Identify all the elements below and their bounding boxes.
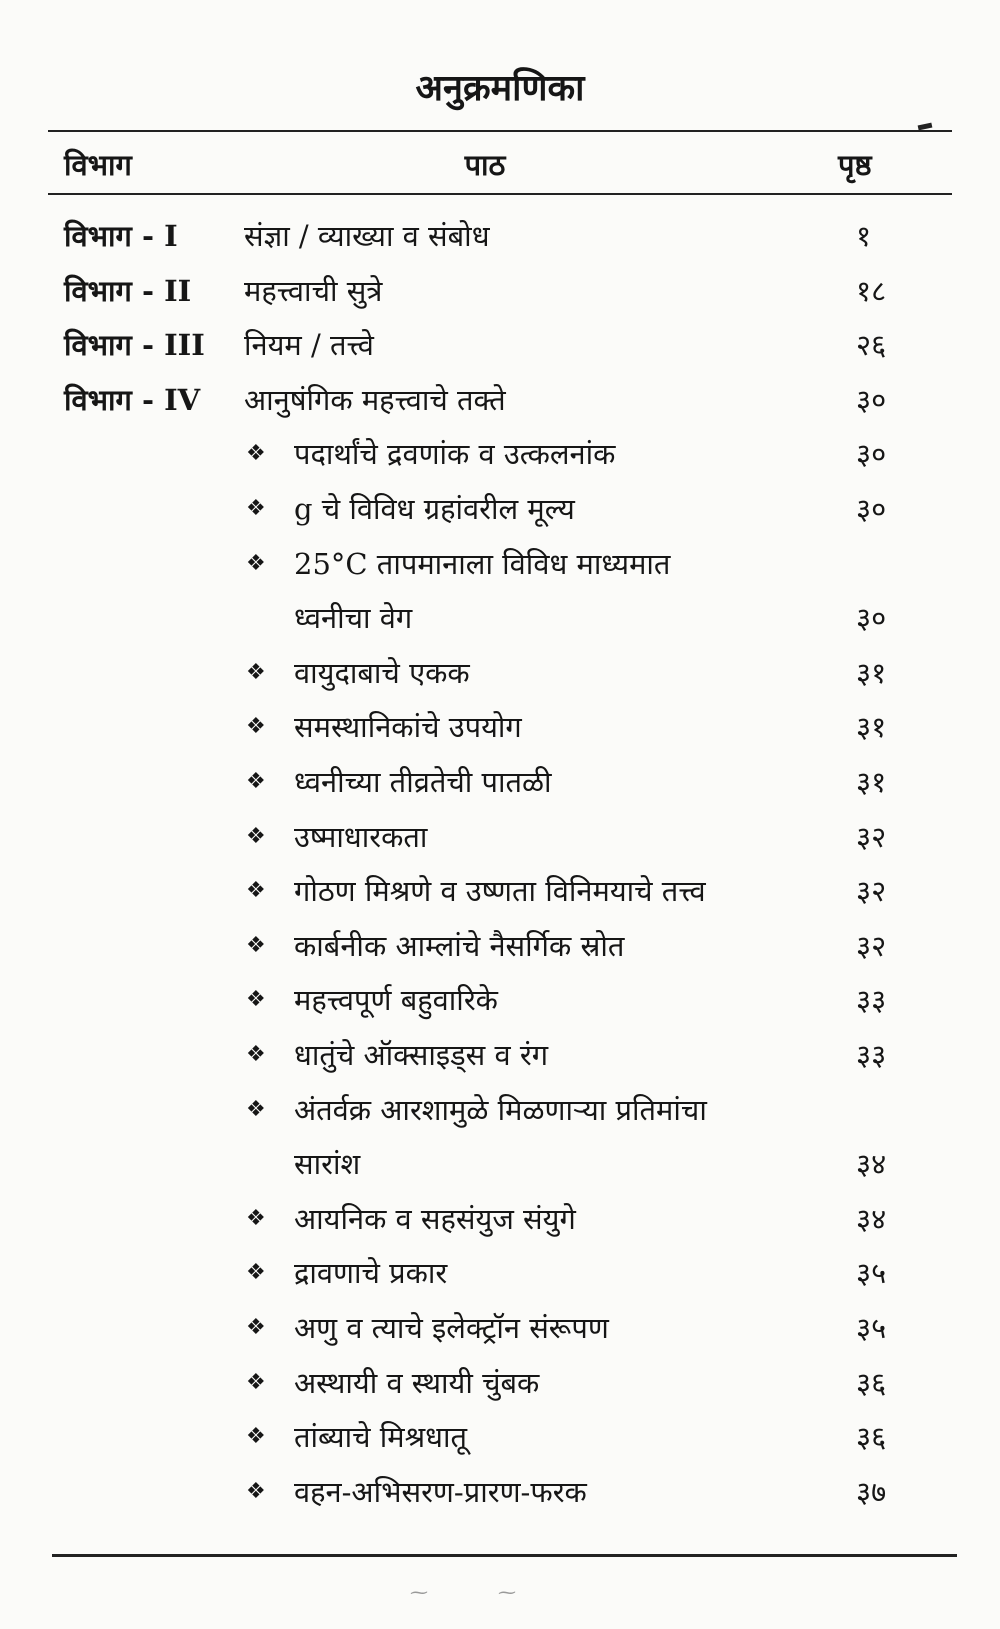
subtopic-text: g चे विविध ग्रहांवरील मूल्य [294,492,575,526]
toc-subrow [0,536,1000,592]
smudge-mark: ⁓ [410,1582,428,1603]
page-number: ३४ [856,1201,887,1236]
page-number: ३१ [856,655,887,690]
page-number: १ [856,219,872,253]
toc-subrow [0,1191,1000,1247]
subtopic-text: तांब्याचे मिश्रधातू [294,1420,467,1455]
page-number: ३२ [856,928,887,963]
bullet-icon: ❖ [246,987,266,1013]
page-number: ३१ [856,710,887,745]
subtopic-text: वायुदाबाचे एकक [294,655,470,690]
bullet-icon: ❖ [246,1478,266,1504]
toc-subrow [0,1300,1000,1356]
subtopic-text: समस्थानिकांचे उपयोग [294,710,522,745]
page-number: १८ [856,273,887,308]
toc-subrow [0,1355,1000,1411]
bullet-icon: ❖ [246,769,266,794]
column-header-lesson: पाठ [464,148,506,182]
page-title: अनुक्रमणिका [415,67,585,109]
toc-subrow [0,972,1000,1028]
toc-subrow [0,1082,1000,1138]
page-number: ३६ [856,1420,887,1455]
page-number: ३५ [856,1256,887,1291]
subtopic-text: अणु व त्याचे इलेक्ट्रॉन संरूपण [294,1311,609,1345]
smudge-mark: ⁓ [498,1582,516,1603]
page-number: २६ [856,328,887,363]
subtopic-text: अस्थायी व स्थायी चुंबक [294,1365,540,1400]
subtopic-text: द्रावणाचे प्रकार [294,1256,448,1291]
bullet-icon: ❖ [246,714,266,740]
bullet-icon: ❖ [246,1042,266,1067]
toc-subrow [0,809,1000,865]
page-number: ३६ [856,1365,887,1400]
subtopic-text: वहन-अभिसरण-प्रारण-फरक [294,1474,587,1509]
bullet-icon: ❖ [246,1315,266,1340]
toc-subrow [0,1409,1000,1465]
column-header-section: विभाग [64,148,132,182]
toc-subrow [0,754,1000,810]
section-topic: महत्त्वाची सुत्रे [244,273,383,308]
page-number: ३५ [856,1311,887,1345]
bottom-rule [52,1554,957,1557]
page-number: ३७ [856,1474,887,1509]
section-topic: नियम / तत्त्वे [244,328,374,363]
subtopic-text: अंतर्वक्र आरशामुळे मिळणाऱ्या प्रतिमांचा [294,1092,707,1127]
toc-subrow [0,699,1000,755]
top-rule [48,130,952,132]
page-number: ३० [856,601,887,636]
page-number: ३२ [856,819,887,854]
subtopic-text: धातुंचे ऑक्साइड्स व रंग [294,1038,549,1072]
page-number: ३३ [856,1038,887,1072]
section-label: विभाग - I [64,219,178,253]
toc-subrow [0,1464,1000,1520]
bullet-icon: ❖ [246,1096,266,1122]
page-number: ३० [856,492,887,526]
toc-subrow [0,863,1000,919]
bullet-icon: ❖ [246,659,266,685]
toc-row [0,372,1000,428]
subtopic-text: ध्वनीचा वेग [294,601,413,636]
bullet-icon: ❖ [246,878,266,904]
bullet-icon: ❖ [246,932,266,958]
subtopic-text: आयनिक व सहसंयुज संयुगे [294,1201,576,1236]
subtopic-text: कार्बनीक आम्लांचे नैसर्गिक स्रोत [294,928,625,963]
toc-subrow [0,481,1000,537]
toc-subrow [0,918,1000,974]
section-label: विभाग - II [64,273,192,308]
page-number: ३३ [856,983,887,1018]
subtopic-text: महत्त्वपूर्ण बहुवारिके [294,983,498,1018]
bullet-icon: ❖ [246,1260,266,1286]
page-number: ३४ [856,1147,887,1182]
section-topic: आनुषंगिक महत्त्वाचे तक्ते [244,382,506,417]
toc-subrow [0,1245,1000,1301]
subtopic-text: 25°C तापमानाला विविध माध्यमात [294,546,671,581]
bullet-icon: ❖ [246,496,266,521]
bullet-icon: ❖ [246,1424,266,1450]
header-rule [48,193,952,195]
toc-subrow [0,590,1000,646]
page-number: ३१ [856,765,887,799]
subtopic-text: गोठण मिश्रणे व उष्णता विनिमयाचे तत्त्व [294,874,706,909]
bullet-icon: ❖ [246,441,266,467]
toc-row [0,317,1000,373]
page-number: ३२ [856,874,887,909]
toc-subrow [0,1027,1000,1083]
subtopic-text: ध्वनीच्या तीव्रतेची पातळी [294,765,552,799]
toc-subrow [0,426,1000,482]
toc-subrow [0,1136,1000,1192]
toc-subrow [0,645,1000,701]
bullet-icon: ❖ [246,550,266,576]
section-label: विभाग - IV [64,382,201,417]
toc-row [0,208,1000,264]
bullet-icon: ❖ [246,823,266,849]
bullet-icon: ❖ [246,1369,266,1395]
page-number: ३० [856,437,887,472]
toc-row [0,263,1000,319]
subtopic-text: उष्माधारकता [294,819,428,854]
section-topic: संज्ञा / व्याख्या व संबोध [244,219,490,253]
bullet-icon: ❖ [246,1205,266,1231]
subtopic-text: पदार्थांचे द्रवणांक व उत्कलनांक [294,437,616,472]
page-number: ३० [856,382,887,417]
section-label: विभाग - III [64,328,205,363]
subtopic-text: सारांश [294,1147,361,1182]
column-header-page: पृष्ठ [838,148,872,182]
